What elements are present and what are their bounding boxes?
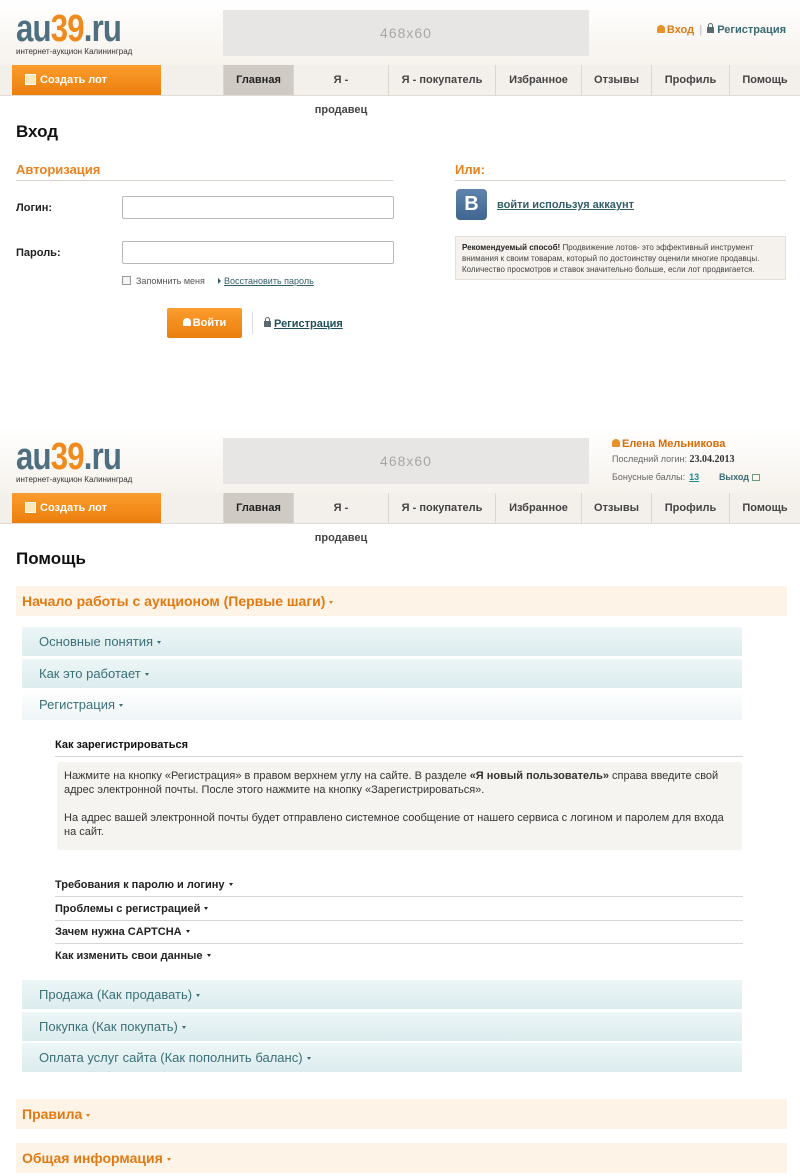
- password-input[interactable]: [122, 241, 394, 264]
- register-link-label: Регистрация: [274, 318, 343, 330]
- lock-icon: [264, 321, 271, 327]
- nav-favorites[interactable]: Избранное: [495, 65, 581, 95]
- logo-part-au: au: [16, 8, 51, 50]
- page-title-login: Вход: [16, 122, 59, 141]
- answer-paragraph-2: На адрес вашей электронной почты будет отправлено системное сообщение от нашего сервиса с логином и паролем для входа на сайт.: [64, 812, 724, 838]
- chevron-down-icon: [307, 1057, 311, 1060]
- category-label: Начало работы с аукционом (Первые шаги): [22, 593, 326, 609]
- remember-label: Запомнить меня: [136, 276, 205, 286]
- auth-heading: Авторизация: [16, 162, 393, 181]
- nav-help[interactable]: Помощь: [729, 65, 800, 95]
- category-label: Правила: [22, 1106, 83, 1122]
- subcategory-how-it-works[interactable]: [22, 659, 742, 688]
- answer-text: справа введите свой адрес электронной почты. После этого нажмите на кнопку «Зарегистрироваться».: [64, 770, 719, 796]
- subcategory-basics[interactable]: [22, 627, 742, 656]
- chevron-down-icon: [145, 673, 149, 676]
- header-login-link[interactable]: Вход: [666, 24, 695, 36]
- nav-reviews[interactable]: Отзывы: [581, 493, 651, 523]
- password-label: Пароль:: [16, 247, 61, 259]
- main-nav-bar: [0, 65, 800, 116]
- question-label: Требования к паролю и логину: [55, 879, 225, 891]
- divider: |: [699, 24, 703, 36]
- login-label: Логин:: [16, 202, 53, 214]
- create-lot-icon: [25, 74, 36, 85]
- nav-home[interactable]: Главная: [223, 493, 293, 523]
- question-how-to-register[interactable]: Как зарегистрироваться: [55, 739, 743, 757]
- logo-part-au: au: [16, 436, 51, 478]
- chevron-down-icon: [167, 1158, 171, 1161]
- nav-profile[interactable]: Профиль: [651, 493, 729, 523]
- recommend-title: Рекомендуемый способ!: [462, 243, 561, 252]
- nav-reviews[interactable]: Отзывы: [581, 65, 651, 95]
- chevron-down-icon: [196, 994, 200, 997]
- subcategory-buying[interactable]: [22, 1012, 742, 1041]
- logout-link[interactable]: [719, 472, 760, 482]
- category-label: Общая информация: [22, 1150, 163, 1166]
- main-nav: [223, 493, 800, 544]
- user-name-link[interactable]: Елена Мельникова: [622, 438, 726, 450]
- bonus-value[interactable]: 13: [689, 472, 700, 482]
- main-nav: [223, 65, 800, 116]
- divider: [252, 312, 253, 334]
- create-lot-label: Создать лот: [40, 74, 107, 86]
- question-change-data[interactable]: [55, 950, 743, 967]
- header-user: [0, 428, 800, 494]
- nav-profile[interactable]: Профиль: [651, 65, 729, 95]
- login-submit-label: Войти: [192, 317, 227, 329]
- subcategory-label: Основные понятия: [39, 634, 154, 649]
- question-captcha[interactable]: [55, 926, 743, 944]
- chevron-down-icon: [182, 1026, 186, 1029]
- chevron-down-icon: [186, 930, 190, 933]
- question-label: Как изменить свои данные: [55, 950, 203, 962]
- page-title-help: Помощь: [16, 549, 86, 568]
- vk-login-link[interactable]: войти используя аккаунт: [497, 199, 635, 211]
- subcategory-label: Оплата услуг сайта (Как пополнить баланс): [39, 1050, 303, 1065]
- last-login-label: Последний логин:: [612, 454, 687, 464]
- nav-buyer[interactable]: Я - покупатель: [388, 493, 495, 523]
- chevron-down-icon: [86, 1114, 90, 1117]
- user-icon: [183, 318, 191, 326]
- vk-logo-icon[interactable]: B: [456, 189, 487, 220]
- user-icon: [612, 439, 620, 447]
- logout-label: Выход: [718, 472, 749, 482]
- subcategory-registration[interactable]: [22, 690, 742, 720]
- subcategory-selling[interactable]: [22, 980, 742, 1009]
- answer-box: [57, 762, 742, 850]
- category-rules[interactable]: [16, 1099, 787, 1129]
- site-logo[interactable]: [16, 436, 144, 484]
- create-lot-icon: [25, 502, 36, 513]
- nav-help[interactable]: Помощь: [729, 493, 800, 523]
- ad-banner[interactable]: 468x60: [223, 10, 589, 56]
- subcategory-payment[interactable]: [22, 1043, 742, 1072]
- logo-part-ru: .ru: [83, 8, 122, 50]
- header-register-link[interactable]: Регистрация: [717, 24, 786, 36]
- bonus-label: Бонусные баллы:: [612, 472, 686, 482]
- logo-part-39: 39: [50, 436, 84, 478]
- user-panel: [612, 438, 792, 482]
- create-lot-button[interactable]: [12, 493, 161, 523]
- subcategory-label: Регистрация: [39, 697, 115, 712]
- answer-paragraph-1: [64, 769, 735, 797]
- site-logo[interactable]: [16, 8, 144, 56]
- chevron-down-icon: [329, 601, 333, 604]
- subcategory-label: Продажа (Как продавать): [39, 987, 193, 1002]
- chevron-down-icon: [119, 704, 123, 707]
- recommend-text: Продвижение лотов- это эффективный инструмент внимания к своим товарам, который по достоинству оценили многие продавцы. Количество просмотров и ставок значительно больше, если лот продвигается.: [462, 243, 760, 274]
- chevron-down-icon: [204, 907, 208, 910]
- login-submit-button[interactable]: [167, 308, 242, 338]
- create-lot-button[interactable]: [12, 65, 161, 95]
- restore-password-link[interactable]: [218, 276, 314, 286]
- nav-home[interactable]: Главная: [223, 65, 293, 95]
- lock-icon: [707, 27, 714, 33]
- chevron-down-icon: [207, 954, 211, 957]
- restore-password-label: Восстановить пароль: [224, 276, 314, 286]
- create-lot-label: Создать лот: [40, 502, 107, 514]
- ad-banner[interactable]: 468x60: [223, 438, 589, 484]
- question-label: Зачем нужна CAPTCHA: [55, 926, 182, 938]
- nav-seller[interactable]: Я - продавец: [293, 65, 388, 95]
- question-password-requirements[interactable]: [55, 879, 743, 897]
- logo-part-ru: .ru: [83, 436, 122, 478]
- auth-links: [657, 24, 786, 36]
- login-input[interactable]: [122, 196, 394, 219]
- question-registration-problems[interactable]: [55, 903, 743, 921]
- category-general-info[interactable]: [16, 1143, 787, 1173]
- arrow-right-icon: [218, 278, 221, 284]
- remember-me[interactable]: [122, 276, 205, 286]
- answer-text: Нажмите на кнопку «Регистрация» в правом верхнем углу на сайте. В разделе: [64, 770, 470, 782]
- last-login-date: 23.04.2013: [689, 454, 735, 465]
- main-nav-bar: [0, 493, 800, 544]
- logo-tagline: интернет-аукцион Калининград: [16, 475, 133, 484]
- subcategory-label: Как это работает: [39, 666, 141, 681]
- user-icon: [657, 25, 665, 33]
- question-label: Проблемы с регистрацией: [55, 903, 201, 915]
- answer-emphasis: «Я новый пользователь»: [469, 770, 609, 782]
- category-getting-started[interactable]: [16, 586, 787, 616]
- chevron-down-icon: [157, 641, 161, 644]
- remember-checkbox[interactable]: [122, 276, 131, 285]
- nav-seller[interactable]: Я - продавец: [293, 493, 388, 523]
- nav-favorites[interactable]: Избранное: [495, 493, 581, 523]
- or-heading: Или:: [455, 162, 786, 181]
- recommendation-note: [455, 236, 786, 280]
- logo-tagline: интернет-аукцион Калининград: [16, 47, 133, 56]
- header-guest: [0, 0, 800, 66]
- chevron-down-icon: [229, 883, 233, 886]
- logo-part-39: 39: [50, 8, 84, 50]
- nav-buyer[interactable]: Я - покупатель: [388, 65, 495, 95]
- logout-icon: [752, 474, 760, 481]
- subcategory-label: Покупка (Как покупать): [39, 1019, 178, 1034]
- register-link[interactable]: [264, 318, 343, 330]
